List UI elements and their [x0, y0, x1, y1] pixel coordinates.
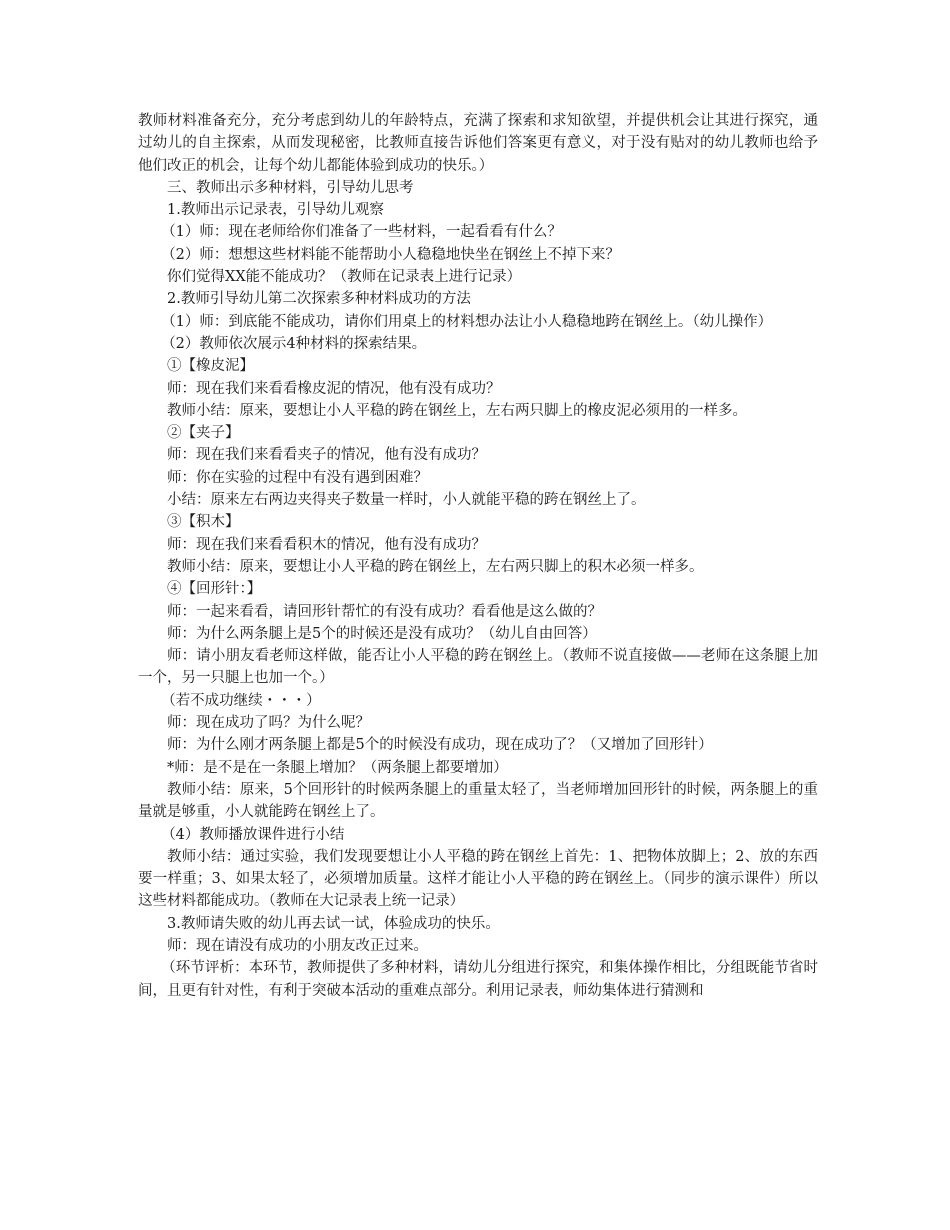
paragraph: ②【夹子】 — [167, 425, 240, 442]
paragraph: 小结：原来左右两边夹得夹子数量一样时，小人就能平稳的跨在钢丝上了。 — [167, 492, 646, 509]
document-body — [138, 110, 818, 1002]
paragraph: 师：现在我们来看看橡皮泥的情况，他有没有成功？ — [167, 380, 501, 397]
paragraph: ④【回形针：】 — [167, 581, 262, 598]
paragraph: （1）师：现在老师给你们准备了一些材料，一起看看有什么？ — [161, 224, 562, 241]
paragraph: 教师小结：通过实验，我们发现要想让小人平稳的跨在钢丝上首先：1、把物体放脚上；2、放的东西要一样重；3、如果太轻了，必须增加质量。这样才能让小人平稳的跨在钢丝上。（同步的演示课件）所以这些材料都能成功。（教师在大记录表上统一记录） — [138, 848, 818, 910]
paragraph: 师：一起来看看，请回形针帮忙的有没有成功？看看他是这么做的？ — [167, 603, 602, 620]
paragraph: 师：现在我们来看看积木的情况，他有没有成功？ — [167, 536, 486, 553]
paragraph: 师：为什么两条腿上是5个的时候还是没有成功？（幼儿自由回答） — [167, 625, 597, 642]
paragraph: 师：现在我们来看看夹子的情况，他有没有成功？ — [167, 447, 486, 464]
paragraph: 师：你在实验的过程中有没有遇到困难？ — [167, 469, 428, 486]
paragraph: 3.教师请失败的幼儿再去试一试，体验成功的快乐。 — [167, 915, 500, 932]
paragraph: 师：请小朋友看老师这样做，能否让小人平稳的跨在钢丝上。（教师不说直接做——老师在这条腿上加一个，另一只腿上也加一个。） — [138, 648, 818, 687]
paragraph: 教师小结：原来，5个回形针的时候两条腿上的重量太轻了，当老师增加回形针的时候，两条腿上的重量就是够重，小人就能跨在钢丝上了。 — [138, 781, 818, 821]
paragraph: *师：是不是在一条腿上增加？（两条腿上都要增加） — [167, 759, 508, 776]
paragraph: 你们觉得XX能不能成功？（教师在记录表上进行记录） — [167, 269, 522, 286]
paragraph: 教师材料准备充分，充分考虑到幼儿的年龄特点，充满了探索和求知欲望，并提供机会让其进行探究，通过幼儿的自主探索，从而发现秘密，比教师直接告诉他们答案更有意义，对于没有贴对的幼儿教师也给予他们改正的机会，让每个幼儿都能体验到成功的快乐。） — [138, 113, 818, 174]
paragraph: （2）教师依次展示4种材料的探索结果。 — [161, 335, 427, 352]
paragraph: 三、教师出示多种材料，引导幼儿思考 — [167, 179, 414, 196]
paragraph: （若不成功继续・・・） — [161, 692, 321, 709]
paragraph: ①【橡皮泥】 — [167, 358, 254, 375]
paragraph: ③【积木】 — [167, 514, 240, 531]
paragraph: （4）教师播放课件进行小结 — [161, 826, 345, 843]
paragraph: 师：现在请没有成功的小朋友改正过来。 — [167, 937, 428, 954]
paragraph: 教师小结：原来，要想让小人平稳的跨在钢丝上，左右两只脚上的积木必须一样多。 — [167, 558, 704, 575]
paragraph: 师：为什么刚才两条腿上都是5个的时候没有成功，现在成功了？（又增加了回形针） — [167, 737, 713, 754]
paragraph: （环节评析：本环节，教师提供了多种材料，请幼儿分组进行探究，和集体操作相比，分组既能节省时间，且更有针对性，有利于突破本活动的重难点部分。利用记录表，师幼集体进行猜测和 — [138, 960, 818, 999]
paragraph: 2.教师引导幼儿第二次探索多种材料成功的方法 — [167, 291, 471, 308]
paragraph: 教师小结：原来，要想让小人平稳的跨在钢丝上，左右两只脚上的橡皮泥必须用的一样多。 — [167, 402, 747, 419]
paragraph: （2）师：想想这些材料能不能帮助小人稳稳地快坐在钢丝上不掉下来？ — [161, 246, 620, 263]
paragraph: 1.教师出示记录表，引导幼儿观察 — [167, 202, 384, 219]
paragraph: 师：现在成功了吗？为什么呢？ — [167, 715, 370, 732]
paragraph: （1）师：到底能不能成功，请你们用桌上的材料想办法让小人稳稳地跨在钢丝上。（幼儿操作） — [161, 313, 773, 330]
